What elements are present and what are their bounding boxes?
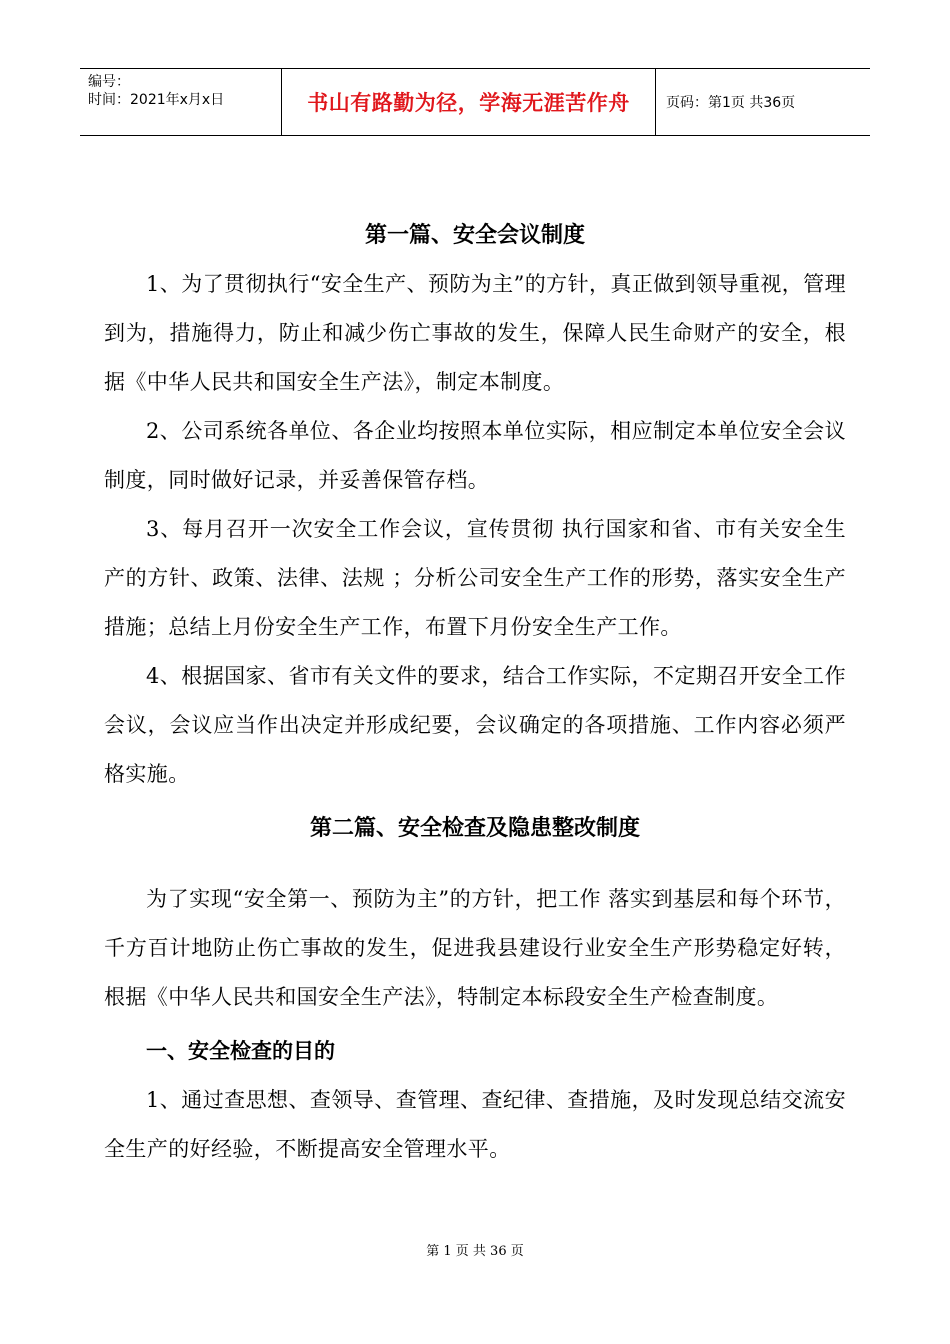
section1-paragraph-3: 3、每月召开一次安全工作会议，宣传贯彻 执行国家和省、市有关安全生产的方针、政策、法律、法规 ；分析公司安全生产工作的形势，落实安全生产措施；总结上月份安全生产工作，布置下月份安全生产工作。: [104, 517, 846, 639]
header-table: [80, 68, 870, 136]
section1-title: 第一篇、安全会议制度: [364, 222, 585, 248]
section2-subheading: 一、安全检查的目的: [146, 1038, 335, 1063]
header-motto: 书山有路勤为径，学海无涯苦作舟: [282, 69, 656, 135]
header-meta-cell: [80, 69, 282, 135]
section2-intro: 为了实现“安全第一、预防为主”的方针，把工作 落实到基层和每个环节，千方百计地防止伤亡事故的发生，促进我县建设行业安全生产形势稳定好转，根据《中华人民共和国安全生产法》，特制定本标段安全生产检查制度。: [104, 887, 846, 1009]
section1-paragraph-1: 1、为了贯彻执行“安全生产、预防为主”的方针，真正做到领导重视，管理到为，措施得力，防止和减少伤亡事故的发生，保障人民生命财产的安全，根据《中华人民共和国安全生产法》，制定本制度。: [104, 272, 846, 394]
section2-title: 第二篇、安全检查及隐患整改制度: [309, 815, 640, 841]
page-footer: 第 1 页 共 36 页: [426, 1244, 524, 1259]
document-body: [104, 210, 846, 1174]
section2-paragraph-1: 1、通过查思想、查领导、查管理、查纪律、查措施，及时发现总结交流安全生产的好经验，不断提高安全管理水平。: [104, 1088, 846, 1161]
section1-paragraph-4: 4、根据国家、省市有关文件的要求，结合工作实际，不定期召开安全工作会议，会议应当作出决定并形成纪要，会议确定的各项措施、工作内容必须严格实施。: [104, 664, 846, 786]
header-page-info: 页码：第1页 共36页: [666, 95, 796, 111]
document-number-label: 编号：: [88, 74, 130, 90]
document-date-label: 时间：2021年x月x日: [88, 92, 225, 108]
section1-paragraph-2: 2、公司系统各单位、各企业均按照本单位实际，相应制定本单位安全会议制度，同时做好记录，并妥善保管存档。: [104, 419, 846, 492]
